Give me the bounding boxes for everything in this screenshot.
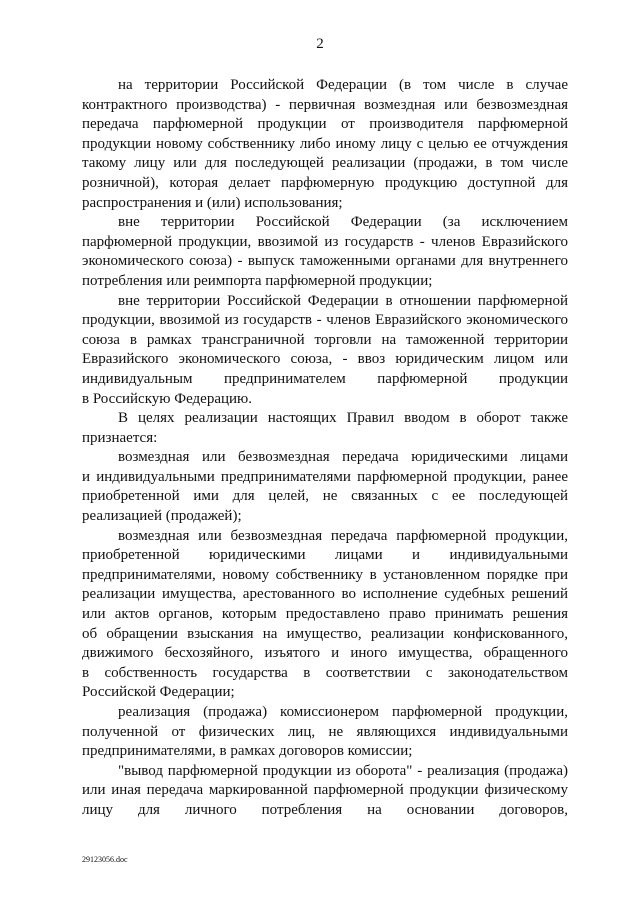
text-line: союза в рамках трансграничной торговли на таможенной территории xyxy=(82,331,568,348)
text-line: такому лицу или для последующей реализации (продажи, в том числе xyxy=(82,155,568,172)
text-line: или актов органов, которым предоставлено право принимать решения xyxy=(82,606,568,623)
text-line: полученной от физических лиц, не являющихся индивидуальными xyxy=(82,723,568,740)
document-body xyxy=(82,76,568,821)
text-line: на территории Российской Федерации (в том числе в случае xyxy=(118,77,568,93)
file-name-footer: 29123056.doc xyxy=(82,855,128,864)
text-line: приобретенной ими для целей, не связанных с ее последующей xyxy=(82,488,568,505)
text-line: В целях реализации настоящих Правил вводом в оборот также xyxy=(118,410,568,427)
text-line: контрактного производства) - первичная возмездная или безвозмездная xyxy=(82,96,568,113)
text-line: об обращении взыскания на имущество, реализации конфискованного, xyxy=(82,625,568,642)
text-line: экономического союза) - выпуск таможенными органами для внутреннего xyxy=(82,253,568,270)
text-line: реализация (продажа) комиссионером парфюмерной продукции, xyxy=(118,704,568,720)
text-line: Евразийского экономического союза, - ввоз юридическим лицом или xyxy=(82,351,568,368)
text-line: возмездная или безвозмездная передача парфюмерной продукции, xyxy=(118,527,568,544)
text-line: розничной), которая делает парфюмерную продукцию доступной для xyxy=(82,174,568,191)
text-line: индивидуальным предпринимателем парфюмерной продукции xyxy=(82,370,568,387)
text-line: приобретенной юридическими лицами и индивидуальными xyxy=(82,547,568,564)
text-line: продукции, ввозимой из государств - членов Евразийского экономического xyxy=(82,312,568,329)
text-line: предпринимателями, в рамках договоров комиссии; xyxy=(82,743,413,760)
page-number: 2 xyxy=(316,36,324,52)
text-line: или иная передача маркированной парфюмерной продукции физическому xyxy=(82,782,568,799)
text-line: потребления или реимпорта парфюмерной продукции; xyxy=(82,272,433,289)
text-line: вне территории Российской Федерации (за исключением xyxy=(118,214,568,231)
text-line: в Российскую Федерацию. xyxy=(82,390,253,407)
text-line: продукции новому собственнику либо иному лицу с целью ее отчуждения xyxy=(82,135,568,152)
text-line: "вывод парфюмерной продукции из оборота" - реализация (продажа) xyxy=(118,762,568,779)
text-line: реализацией (продажей); xyxy=(82,508,242,525)
text-line: распространения и (или) использования; xyxy=(82,194,343,211)
text-line: признается: xyxy=(82,429,158,446)
text-line: предпринимателями, новому собственнику в установленном порядке при xyxy=(82,566,568,583)
text-line: Российской Федерации; xyxy=(82,684,235,701)
text-line: вне территории Российской Федерации в отношении парфюмерной xyxy=(118,292,568,309)
text-line: в собственность государства в соответствии с законодательством xyxy=(82,664,568,681)
text-line: реализации имущества, арестованного во исполнение судебных решений xyxy=(82,586,568,603)
text-line: лицу для личного потребления на основании договоров, xyxy=(82,801,568,818)
text-line: передача парфюмерной продукции от производителя парфюмерной xyxy=(82,116,568,133)
text-line: возмездная или безвозмездная передача юридическими лицами xyxy=(118,449,568,466)
text-line: движимого бесхозяйного, изъятого и иного имущества, обращенного xyxy=(82,645,568,662)
text-line: парфюмерной продукции, ввозимой из государств - членов Евразийского xyxy=(82,233,568,250)
text-line: и индивидуальными предпринимателями парфюмерной продукции, ранее xyxy=(82,468,568,485)
